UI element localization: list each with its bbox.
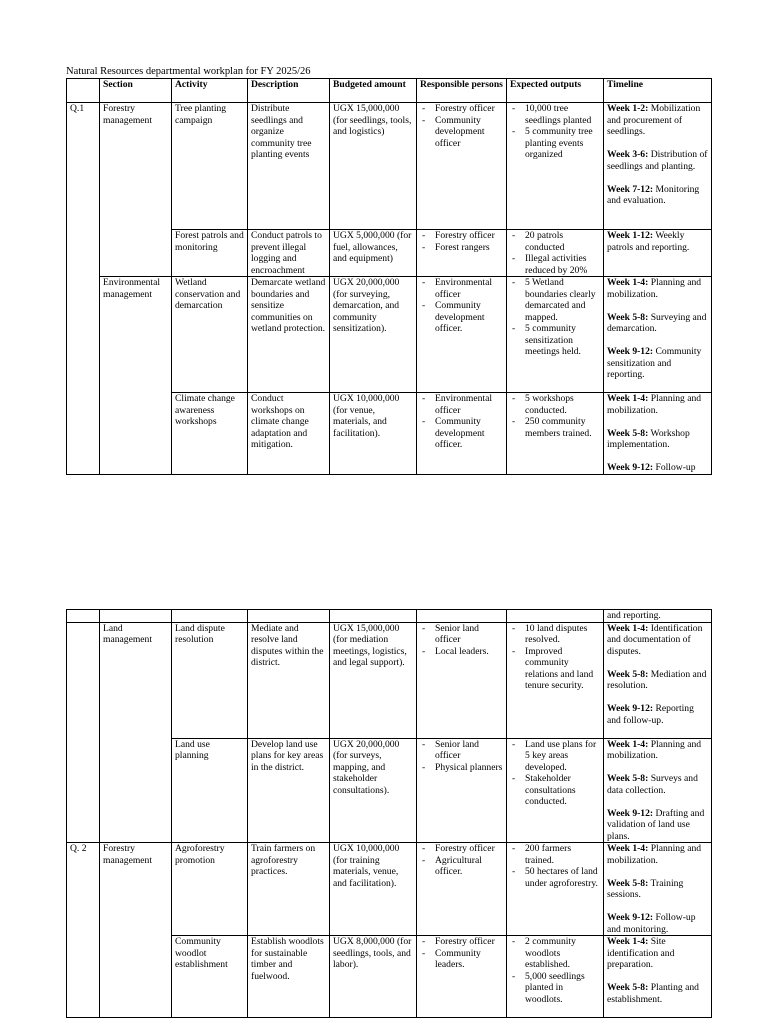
timeline-text: Surveys and data collection.: [607, 773, 698, 796]
bullet-list: [420, 230, 503, 253]
bullet-list: [510, 623, 600, 692]
list-item: - 10,000 tree seedlings planted: [510, 103, 600, 126]
timeline-text: Planning and mobilization.: [607, 843, 702, 866]
table-row: [67, 622, 712, 738]
list-item: - 250 community members trained.: [510, 416, 600, 439]
bullet-list: [510, 843, 600, 889]
persons-cell: [417, 277, 507, 393]
timeline-text: Planting and establishment.: [607, 982, 699, 1005]
timeline-text: Weekly patrols and reporting.: [607, 230, 690, 253]
timeline-week-label: Week 1-4:: [607, 738, 649, 750]
table-row: [67, 103, 712, 230]
timeline-entry: [607, 149, 708, 172]
section-cell: Forestry management: [100, 843, 172, 1018]
timeline-text: Identification and documentation of disputes.: [607, 622, 703, 657]
timeline-week-label: Week 9-12:: [607, 462, 654, 473]
timeline-text: Planning and mobilization.: [607, 277, 702, 300]
description-cell: Conduct patrols to prevent illegal logging and encroachment: [248, 230, 330, 277]
activity-cell: Wetland conservation and demarcation: [172, 277, 248, 393]
timeline-text: Drafting and validation of land use plans.: [607, 807, 705, 842]
bullet-list: [510, 103, 600, 161]
description-cell: Develop land use plans for key areas in the district.: [248, 738, 330, 843]
list-item: - Forestry officer: [420, 230, 503, 242]
timeline-week-label: Week 1-2:: [607, 103, 649, 114]
persons-cell: [417, 936, 507, 1018]
list-item: - 50 hectares of land under agroforestry.: [510, 866, 600, 889]
bullet-list: [510, 936, 600, 1005]
header-timeline: Timeline: [604, 79, 712, 103]
timeline-week-label: Week 9-12:: [607, 703, 654, 714]
timeline-text: Planning and mobilization.: [607, 393, 702, 416]
list-item: - 5 community tree planting events organized: [510, 126, 600, 161]
timeline-entry: [607, 843, 708, 866]
timeline-cell: [604, 738, 712, 843]
header-outputs: Expected outputs: [507, 79, 604, 103]
quarter-cell: [67, 622, 100, 843]
budget-cell: UGX 20,000,000 (for surveys, mapping, and stakeholder consultations).: [330, 738, 417, 843]
persons-cell: [417, 103, 507, 230]
timeline-entry: [607, 277, 708, 300]
timeline-entry: [607, 982, 708, 1005]
list-item: - Environmental officer: [420, 277, 503, 300]
description-cell: Mediate and resolve land disputes within the district.: [248, 622, 330, 738]
outputs-cell: [507, 103, 604, 230]
timeline-text: Follow-up: [653, 462, 696, 473]
list-item: - Physical planners: [420, 762, 503, 774]
list-item: - Environmental officer: [420, 393, 503, 416]
timeline-continuation: and reporting.: [604, 610, 712, 623]
list-item: - Forest rangers: [420, 242, 503, 254]
timeline-entry: [607, 312, 708, 335]
timeline-entry: [607, 184, 708, 207]
timeline-entry: [607, 623, 708, 658]
timeline-cell: [604, 393, 712, 475]
bullet-list: [510, 277, 600, 358]
bullet-list: [420, 739, 503, 774]
description-cell: Distribute seedlings and organize community tree planting events: [248, 103, 330, 230]
timeline-entry: [607, 103, 708, 138]
persons-cell: [417, 230, 507, 277]
budget-cell: UGX 15,000,000 (for mediation meetings, logistics, and legal support).: [330, 622, 417, 738]
description-cell: Demarcate wetland boundaries and sensitize communities on wetland protection.: [248, 277, 330, 393]
timeline-cell: [604, 277, 712, 393]
bullet-list: [420, 843, 503, 878]
persons-cell: [417, 843, 507, 936]
list-item: - 20 patrols conducted: [510, 230, 600, 253]
activity-cell: Land use planning: [172, 738, 248, 843]
bullet-list: [510, 393, 600, 439]
budget-cell: UGX 10,000,000 (for training materials, venue, and facilitation).: [330, 843, 417, 936]
timeline-entry: [607, 808, 708, 843]
timeline-week-label: Week 1-12:: [607, 230, 654, 241]
timeline-cell: [604, 103, 712, 230]
table-row: [67, 843, 712, 936]
list-item: - 5 community sensitization meetings held.: [510, 323, 600, 358]
timeline-entry: [607, 393, 708, 416]
persons-cell: [417, 738, 507, 843]
document-title: Natural Resources departmental workplan for FY 2025/26: [66, 66, 311, 77]
timeline-week-label: Week 1-4:: [607, 843, 649, 854]
timeline-entry: [607, 912, 708, 935]
timeline-week-label: Week 9-12:: [607, 912, 654, 923]
timeline-week-label: Week 9-12:: [607, 807, 654, 819]
activity-cell: Climate change awareness workshops: [172, 393, 248, 475]
timeline-week-label: Week 7-12:: [607, 183, 654, 195]
list-item: - Stakeholder consultations conducted.: [510, 773, 600, 808]
timeline-text: Planning and mobilization.: [607, 738, 702, 761]
persons-cell: [417, 393, 507, 475]
quarter-cell: Q.1: [67, 103, 100, 475]
header-section: Section: [100, 79, 172, 103]
timeline-week-label: Week 1-4:: [607, 622, 649, 634]
continuation-row: [67, 610, 712, 623]
timeline-week-label: Week 5-8:: [607, 877, 649, 889]
bullet-list: [420, 393, 503, 451]
description-cell: Train farmers on agroforestry practices.: [248, 843, 330, 936]
list-item: - 2 community woodlots established.: [510, 936, 600, 971]
budget-cell: UGX 20,000,000 (for surveying, demarcation, and community sensitization).: [330, 277, 417, 393]
list-item: - 5,000 seedlings planted in woodlots.: [510, 971, 600, 1006]
list-item: - Community development officer.: [420, 416, 503, 451]
timeline-cell: [604, 230, 712, 277]
outputs-cell: [507, 738, 604, 843]
budget-cell: UGX 15,000,000 (for seedlings, tools, and logistics): [330, 103, 417, 230]
section-cell: Environmental management: [100, 277, 172, 475]
activity-cell: Agroforestry promotion: [172, 843, 248, 936]
header-description: Description: [248, 79, 330, 103]
timeline-entry: [607, 773, 708, 796]
list-item: - Land use plans for 5 key areas developed.: [510, 739, 600, 774]
list-item: - Local leaders.: [420, 646, 503, 658]
outputs-cell: [507, 230, 604, 277]
description-cell: Conduct workshops on climate change adaptation and mitigation.: [248, 393, 330, 475]
timeline-entry: [607, 739, 708, 762]
activity-cell: Tree planting campaign: [172, 103, 248, 230]
timeline-entry: [607, 428, 708, 451]
timeline-week-label: Week 5-8:: [607, 668, 649, 680]
timeline-text: Distribution of seedlings and planting.: [607, 149, 708, 172]
timeline-entry: [607, 669, 708, 692]
activity-cell: Forest patrols and monitoring: [172, 230, 248, 277]
list-item: - Illegal activities reduced by 20%: [510, 253, 600, 276]
timeline-week-label: Week 5-8:: [607, 773, 649, 784]
workplan-table-page-1: [66, 78, 712, 475]
header-activity: Activity: [172, 79, 248, 103]
list-item: - Community leaders.: [420, 948, 503, 971]
table-row: [67, 277, 712, 393]
bullet-list: [510, 230, 600, 276]
timeline-text: Workshop implementation.: [607, 427, 690, 450]
bullet-list: [510, 739, 600, 808]
timeline-week-label: Week 1-4:: [607, 393, 649, 404]
list-item: - 5 workshops conducted.: [510, 393, 600, 416]
timeline-entry: [607, 346, 708, 381]
list-item: - Senior land officer: [420, 739, 503, 762]
timeline-text: Mobilization and procurement of seedlings.: [607, 103, 701, 137]
timeline-text: Community sensitization and reporting.: [607, 346, 702, 380]
list-item: - Agricultural officer.: [420, 855, 503, 878]
timeline-text: Monitoring and evaluation.: [607, 183, 700, 206]
timeline-week-label: Week 5-8:: [607, 311, 649, 323]
timeline-entry: [607, 462, 708, 474]
quarter-cell: Q. 2: [67, 843, 100, 1018]
list-item: - 200 farmers trained.: [510, 843, 600, 866]
list-item: - Forestry officer: [420, 936, 503, 948]
outputs-cell: [507, 936, 604, 1018]
timeline-cell: [604, 843, 712, 936]
outputs-cell: [507, 393, 604, 475]
outputs-cell: [507, 277, 604, 393]
timeline-text: Mediation and resolution.: [607, 668, 707, 691]
timeline-text: Reporting and follow-up.: [607, 703, 694, 726]
table-header-row: [67, 79, 712, 103]
timeline-week-label: Week 3-6:: [607, 149, 649, 160]
timeline-entry: [607, 703, 708, 726]
timeline-text: Site identification and preparation.: [607, 936, 675, 970]
list-item: - Community development officer: [420, 115, 503, 150]
timeline-week-label: Week 9-12:: [607, 346, 654, 357]
bullet-list: [420, 103, 503, 149]
timeline-entry: [607, 230, 708, 253]
timeline-week-label: Week 1-4:: [607, 936, 649, 947]
list-item: - Community development officer.: [420, 300, 503, 335]
description-cell: Establish woodlots for sustainable timber and fuelwood.: [248, 936, 330, 1018]
list-item: - Senior land officer: [420, 623, 503, 646]
list-item: - Improved community relations and land tenure security.: [510, 646, 600, 692]
activity-cell: Land dispute resolution: [172, 622, 248, 738]
list-item: - Forestry officer: [420, 843, 503, 855]
budget-cell: UGX 10,000,000 (for venue, materials, and facilitation).: [330, 393, 417, 475]
header-persons: Responsible persons: [417, 79, 507, 103]
header-budget: Budgeted amount: [330, 79, 417, 103]
header-quarter: [67, 79, 100, 103]
timeline-cell: [604, 622, 712, 738]
budget-cell: UGX 8,000,000 (for seedlings, tools, and labor).: [330, 936, 417, 1018]
persons-cell: [417, 622, 507, 738]
workplan-table-page-2: [66, 609, 712, 1018]
list-item: - Forestry officer: [420, 103, 503, 115]
timeline-entry: [607, 878, 708, 901]
bullet-list: [420, 277, 503, 335]
section-cell: Land management: [100, 622, 172, 843]
timeline-text: Surveying and demarcation.: [607, 311, 707, 334]
timeline-week-label: Week 5-8:: [607, 427, 649, 439]
list-item: - 10 land disputes resolved.: [510, 623, 600, 646]
activity-cell: Community woodlot establishment: [172, 936, 248, 1018]
list-item: - 5 Wetland boundaries clearly demarcated and mapped.: [510, 277, 600, 323]
timeline-entry: [607, 936, 708, 971]
section-cell: Forestry management: [100, 103, 172, 277]
timeline-week-label: Week 1-4:: [607, 277, 649, 288]
budget-cell: UGX 5,000,000 (for fuel, allowances, and equipment): [330, 230, 417, 277]
timeline-week-label: Week 5-8:: [607, 982, 649, 993]
outputs-cell: [507, 843, 604, 936]
bullet-list: [420, 936, 503, 971]
timeline-cell: [604, 936, 712, 1018]
timeline-text: Follow-up and monitoring.: [607, 912, 696, 935]
outputs-cell: [507, 622, 604, 738]
timeline-text: Training sessions.: [607, 877, 684, 900]
bullet-list: [420, 623, 503, 658]
